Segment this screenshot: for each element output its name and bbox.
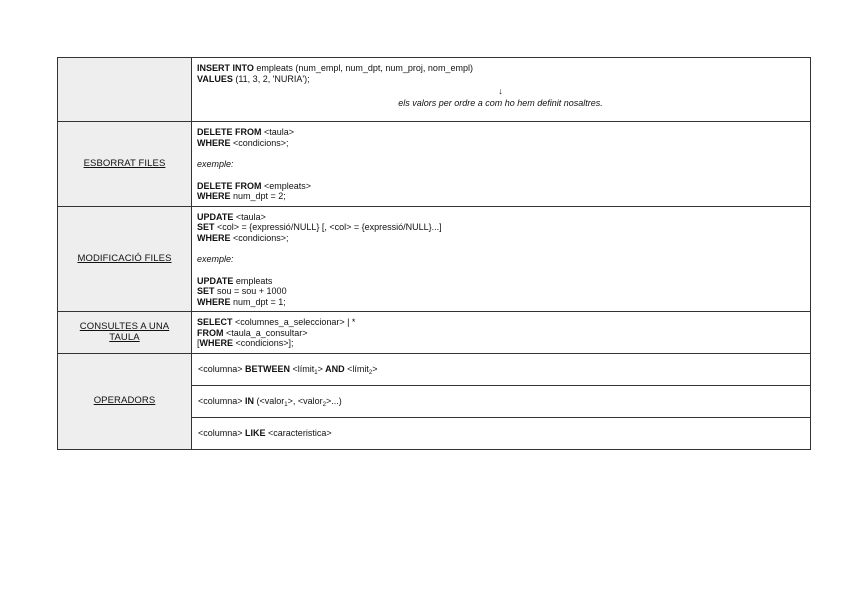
delete-example-line-1: DELETE FROM <empleats> [197, 180, 312, 191]
select-line-2: FROM <taula_a_consultar> [197, 327, 308, 338]
delete-example-label: exemple: [197, 159, 234, 169]
update-line-3: WHERE <condicions>; [197, 232, 289, 243]
select-code-cell [192, 312, 811, 354]
operators-label: OPERADORS [93, 395, 156, 407]
delete-label-cell [58, 122, 192, 207]
update-example-line-2: SET sou = sou + 1000 [197, 286, 287, 296]
operator-in-cell: <columna> IN (<valor$_1$>, <valor$_2$>...) [192, 385, 811, 417]
update-label: MODIFICACIÓ FILES [77, 253, 172, 264]
update-example-line-1: UPDATE empleats [197, 275, 273, 286]
delete-line-2: WHERE <condicions>; [197, 137, 289, 148]
select-line-3: [WHERE <condicions>]; [197, 338, 294, 348]
insert-line-1: INSERT INTO empleats (num_empl, num_dpt, num_proj, nom_empl) [197, 63, 473, 73]
select-label-line-1: CONSULTES A UNA [79, 320, 170, 332]
select-line-1: SELECT <columnes_a_seleccionar> | * [197, 317, 356, 327]
delete-line-1: DELETE FROM <taula> [197, 127, 295, 137]
select-label-cell [58, 312, 192, 354]
operator-like-cell: <columna> LIKE <caracteristica> [192, 417, 811, 449]
delete-example-line-2: WHERE num_dpt = 2; [197, 191, 286, 201]
insert-line-2: VALUES (11, 3, 2, 'NURIA'); [197, 73, 310, 84]
update-example-label: exemple: [197, 254, 234, 264]
update-label-cell [58, 206, 192, 312]
insert-row [58, 58, 811, 122]
update-example-line-3: WHERE num_dpt = 1; [197, 296, 286, 307]
update-row [58, 206, 811, 312]
update-line-2: SET <col> = {expressió/NULL} [, <col> = {expressió/NULL}...] [197, 222, 442, 232]
down-arrow-icon: ↓ [498, 86, 503, 96]
insert-label-cell [58, 58, 192, 122]
update-line-1: UPDATE <taula> [197, 211, 266, 222]
delete-code-cell [192, 122, 811, 207]
operators-label-cell [58, 353, 192, 449]
insert-note: els valors per ordre a com ho hem definit nosaltres. [398, 97, 603, 108]
insert-code-cell [192, 58, 811, 122]
update-code-cell [192, 206, 811, 312]
operators-row-between [58, 353, 811, 385]
select-row [58, 312, 811, 354]
operator-between-cell: <columna> BETWEEN <límit$_1$> AND <límit$_2$> [192, 353, 811, 385]
delete-label: ESBORRAT FILES [83, 158, 166, 169]
sql-reference-table [57, 57, 811, 450]
delete-row [58, 122, 811, 207]
select-label-line-2: TAULA [109, 332, 140, 344]
